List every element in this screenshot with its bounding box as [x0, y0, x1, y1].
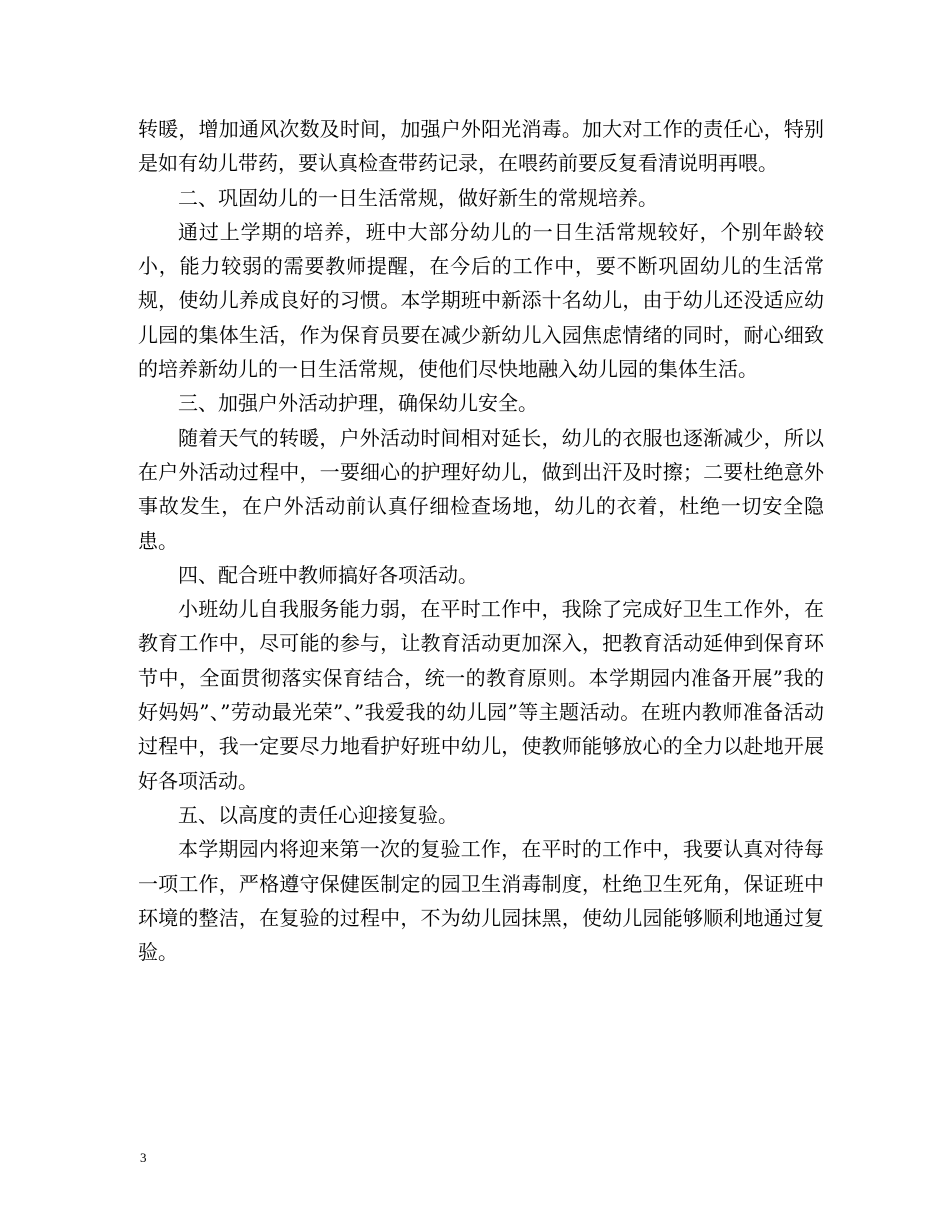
page-number: 3 [140, 1150, 147, 1165]
document-body [138, 112, 824, 969]
paragraph-section-5: 本学期园内将迎来第一次的复验工作，在平时的工作中，我要认真对待每一项工作，严格遵守保健医制定的园卫生消毒制度，杜绝卫生死角，保证班中环境的整洁，在复验的过程中，不为幼儿园抹黑，使幼儿园能够顺利地通过复验。 [138, 837, 824, 965]
paragraph-section-3: 随着天气的转暖，户外活动时间相对延长，幼儿的衣服也逐渐减少，所以在户外活动过程中，一要细心的护理好幼儿，做到出汗及时擦；二要杜绝意外事故发生，在户外活动前认真仔细检查场地，幼儿的衣着，杜绝一切安全隐患。 [138, 425, 824, 553]
section-heading-2: 二、巩固幼儿的一日生活常规，做好新生的常规培养。 [178, 185, 658, 210]
paragraph-section-2: 通过上学期的培养，班中大部分幼儿的一日生活常规较好，个别年龄较小，能力较弱的需要教师提醒，在今后的工作中，要不断巩固幼儿的生活常规，使幼儿养成良好的习惯。本学期班中新添十名幼儿，由于幼儿还没适应幼儿园的集体生活，作为保育员要在减少新幼儿入园焦虑情绪的同时，耐心细致的培养新幼儿的一日生活常规，使他们尽快地融入幼儿园的集体生活。 [138, 219, 824, 382]
section-heading-3: 三、加强户外活动护理，确保幼儿安全。 [178, 391, 538, 416]
paragraph-continued: 转暖，增加通风次数及时间，加强户外阳光消毒。加大对工作的责任心，特别是如有幼儿带药，要认真检查带药记录，在喂药前要反复看清说明再喂。 [138, 117, 824, 176]
paragraph-section-4: 小班幼儿自我服务能力弱，在平时工作中，我除了完成好卫生工作外，在教育工作中，尽可能的参与，让教育活动更加深入，把教育活动延伸到保育环节中，全面贯彻落实保育结合，统一的教育原则。本学期园内准备开展”我的好妈妈”、”劳动最光荣”、”我爱我的幼儿园”等主题活动。在班内教师准备活动过程中，我一定要尽力地看护好班中幼儿，使教师能够放心的全力以赴地开展好各项活动。 [138, 597, 824, 793]
section-heading-4: 四、配合班中教师搞好各项活动。 [178, 562, 478, 587]
section-heading-5: 五、以高度的责任心迎接复验。 [178, 802, 458, 827]
